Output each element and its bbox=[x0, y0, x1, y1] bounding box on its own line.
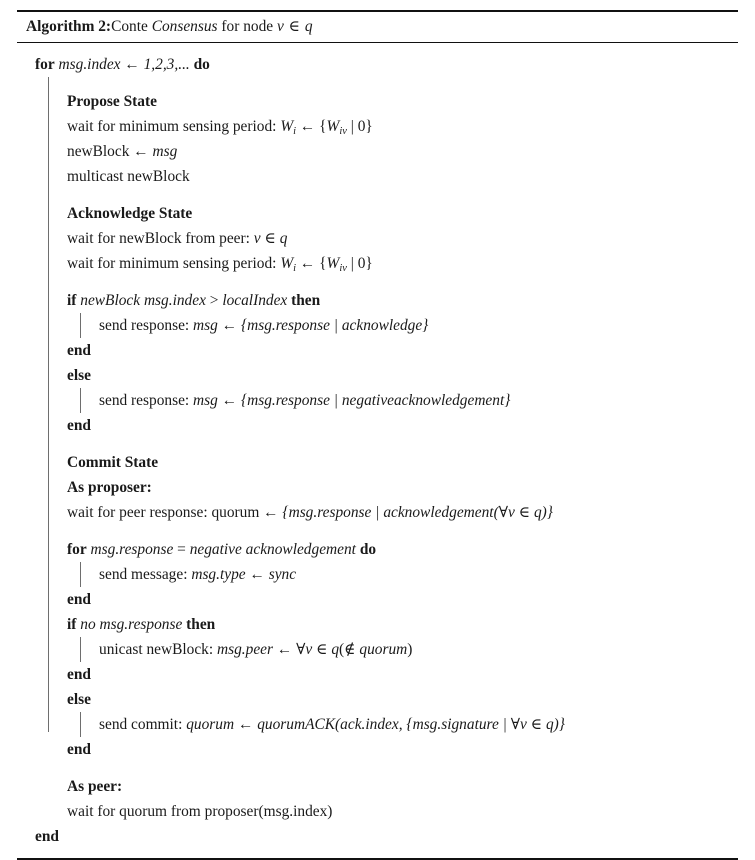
block-guide-rail bbox=[80, 388, 81, 413]
algorithm-block bbox=[17, 10, 738, 860]
code-token: wait for minimum sensing period: bbox=[67, 118, 281, 135]
algorithm-line-commit-send-sync bbox=[17, 562, 738, 587]
code-token: $W_{iv}$ bbox=[326, 118, 347, 137]
code-token: , { bbox=[398, 716, 413, 733]
code-token: msg.index bbox=[58, 56, 121, 73]
code-token: wait for minimum sensing period: bbox=[67, 255, 281, 272]
code-token: > bbox=[205, 292, 223, 309]
code-token: end bbox=[35, 828, 59, 845]
code-token: end bbox=[67, 666, 91, 683]
algorithm-line-commit-end-2 bbox=[17, 662, 738, 687]
code-token: else bbox=[67, 691, 91, 708]
code-token: then bbox=[291, 292, 321, 309]
code-token: unicast newBlock: bbox=[99, 641, 217, 658]
algorithm-line-commit-end-1 bbox=[17, 587, 738, 612]
code-token: quorum bbox=[186, 716, 235, 733]
code-token: | 0} bbox=[346, 118, 373, 135]
code-token: end bbox=[67, 417, 91, 434]
code-token: else bbox=[67, 367, 91, 384]
code-token: wait for quorum from proposer(msg.index) bbox=[67, 803, 333, 820]
code-token: | ∀ bbox=[498, 716, 521, 733]
code-token: if bbox=[67, 616, 77, 633]
code-token: do bbox=[359, 541, 377, 558]
code-token: end bbox=[67, 591, 91, 608]
code-token: q bbox=[545, 716, 554, 733]
code-token: )} bbox=[553, 716, 565, 733]
code-token: msg.type bbox=[191, 566, 246, 583]
code-token: v bbox=[253, 230, 261, 247]
code-token: end bbox=[67, 741, 91, 758]
code-token: end bbox=[67, 342, 91, 359]
algorithm-line-ack-wait-newblock bbox=[17, 226, 738, 251]
code-token: v bbox=[508, 504, 515, 521]
code-token: { bbox=[282, 504, 289, 521]
code-token: Propose State bbox=[67, 93, 157, 110]
code-token: { bbox=[319, 118, 327, 135]
code-token: ← bbox=[296, 118, 320, 135]
algorithm-line-propose-newblock-assign bbox=[17, 139, 738, 164]
code-token: ∀ bbox=[296, 641, 306, 658]
code-token: if bbox=[67, 292, 77, 309]
code-token: { bbox=[240, 392, 248, 409]
algorithm-line-ack-end-1 bbox=[17, 338, 738, 363]
code-token: quorumACK bbox=[257, 716, 336, 733]
code-token: Commit State bbox=[67, 454, 159, 471]
algorithm-line-ack-send-nack bbox=[17, 388, 738, 413]
code-token: | bbox=[329, 317, 342, 334]
code-token: )} bbox=[541, 504, 553, 521]
code-token: q bbox=[279, 230, 288, 247]
code-token: As peer: bbox=[67, 778, 123, 795]
subscript: iv bbox=[339, 262, 347, 274]
block-guide-rail bbox=[80, 712, 81, 737]
code-token: send message: bbox=[99, 566, 192, 583]
code-token: ← bbox=[296, 255, 320, 272]
code-token: send commit: bbox=[99, 716, 187, 733]
code-token: ← bbox=[245, 566, 269, 583]
code-token: msg.response bbox=[90, 541, 174, 558]
code-token: multicast newBlock bbox=[67, 168, 190, 185]
code-token: negativeacknowledgement} bbox=[341, 392, 511, 409]
code-token: | bbox=[371, 504, 384, 521]
code-token: no msg.response bbox=[80, 616, 183, 633]
code-token: for bbox=[35, 56, 55, 73]
algorithm-line-commit-state-header bbox=[17, 450, 738, 475]
algorithm-caption bbox=[17, 12, 738, 42]
algorithm-line-ack-wait-sensing bbox=[17, 251, 738, 276]
algorithm-line-for-outer-end bbox=[17, 824, 738, 849]
code-token: ∈ bbox=[312, 641, 332, 658]
code-token: ← bbox=[263, 504, 283, 521]
code-token: ← bbox=[272, 641, 297, 658]
caption-text-2: for node bbox=[217, 18, 277, 35]
code-token: localIndex bbox=[222, 292, 288, 309]
code-token: sync bbox=[268, 566, 297, 583]
subscript: i bbox=[293, 125, 297, 137]
code-token: = bbox=[173, 541, 190, 558]
code-token: v bbox=[520, 716, 527, 733]
algorithm-line-propose-state-header bbox=[17, 89, 738, 114]
code-token: | 0} bbox=[346, 255, 373, 272]
code-token: send response: bbox=[99, 317, 194, 334]
algorithm-line-propose-wait-sensing bbox=[17, 114, 738, 139]
algorithm-line-commit-end-3 bbox=[17, 737, 738, 762]
code-token: 1,2,3,... bbox=[143, 56, 190, 73]
caption-algorithm-name: Consensus bbox=[151, 18, 218, 35]
code-token: msg.response bbox=[247, 317, 330, 334]
algorithm-line-commit-send-commit bbox=[17, 712, 738, 737]
algorithm-line-ack-send-acknowledge bbox=[17, 313, 738, 338]
caption-var-v: v bbox=[276, 18, 284, 35]
algorithm-line-commit-else bbox=[17, 687, 738, 712]
code-token: ← bbox=[120, 56, 144, 73]
code-token: msg.response bbox=[288, 504, 372, 521]
algorithm-line-ack-if bbox=[17, 288, 738, 313]
code-token: quorum bbox=[359, 641, 408, 658]
algorithm-line-ack-else bbox=[17, 363, 738, 388]
block-guide-rail bbox=[80, 313, 81, 338]
caption-text-1: Conte bbox=[111, 18, 152, 35]
code-token: wait for newBlock from peer: bbox=[67, 230, 254, 247]
code-token: ack.index bbox=[340, 716, 399, 733]
subscript: iv bbox=[339, 125, 347, 137]
code-token: q bbox=[533, 504, 542, 521]
code-token: newBlock bbox=[67, 143, 134, 160]
code-token: Acknowledge State bbox=[67, 205, 193, 222]
algorithm-line-commit-if-no-response bbox=[17, 612, 738, 637]
code-token: msg.response bbox=[247, 392, 330, 409]
algorithm-line-commit-for-nack bbox=[17, 537, 738, 562]
code-token: wait for peer response: quorum bbox=[67, 504, 264, 521]
code-token: newBlock msg.index bbox=[80, 292, 206, 309]
code-token: { bbox=[240, 317, 248, 334]
code-token: ) bbox=[407, 641, 413, 658]
algorithm-body bbox=[17, 43, 738, 858]
code-token: ← bbox=[133, 143, 153, 160]
code-token: ∈ bbox=[526, 716, 546, 733]
code-token: v bbox=[305, 641, 313, 658]
code-token: negative acknowledgement bbox=[189, 541, 356, 558]
algorithm-number-label: Algorithm 2: bbox=[26, 18, 112, 35]
code-token: ← bbox=[217, 317, 241, 334]
code-token: send response: bbox=[99, 392, 194, 409]
code-token: msg bbox=[193, 392, 218, 409]
code-token: | bbox=[329, 392, 342, 409]
algorithm-line-propose-multicast bbox=[17, 164, 738, 189]
code-token: (∀ bbox=[493, 504, 508, 521]
code-token: then bbox=[186, 616, 216, 633]
caption-element-of-icon: ∈ bbox=[288, 18, 301, 35]
caption-var-q: q bbox=[304, 18, 313, 35]
block-guide-rail bbox=[80, 562, 81, 587]
code-token: msg bbox=[193, 317, 218, 334]
algorithm-line-peer-wait-quorum bbox=[17, 799, 738, 824]
code-token: acknowledge} bbox=[341, 317, 429, 334]
code-token: { bbox=[319, 255, 327, 272]
subscript: i bbox=[293, 262, 297, 274]
algorithm-line-commit-wait-peer-response bbox=[17, 500, 738, 525]
algorithm-line-as-peer-header bbox=[17, 774, 738, 799]
code-token: q bbox=[331, 641, 340, 658]
code-token: for bbox=[67, 541, 87, 558]
algorithm-line-ack-end-2 bbox=[17, 413, 738, 438]
algorithm-line-as-proposer-header bbox=[17, 475, 738, 500]
code-token: msg bbox=[152, 143, 178, 160]
code-token: ( bbox=[335, 716, 341, 733]
code-token: ← bbox=[217, 392, 241, 409]
code-token: msg.signature bbox=[412, 716, 499, 733]
algorithm-line-for-outer bbox=[17, 52, 738, 77]
code-token: ∈ bbox=[260, 230, 280, 247]
code-token: ← bbox=[234, 716, 258, 733]
code-token: As proposer: bbox=[67, 479, 152, 496]
code-token: do bbox=[193, 56, 210, 73]
algorithm-body-wrapper bbox=[17, 43, 738, 858]
code-token: (∉ bbox=[339, 641, 360, 658]
code-token: acknowledgement bbox=[383, 504, 494, 521]
block-guide-rail bbox=[80, 637, 81, 662]
code-token: $W_{iv}$ bbox=[326, 255, 347, 274]
code-token: $W_i$ bbox=[280, 255, 297, 274]
algorithm-line-commit-unicast-newblock bbox=[17, 637, 738, 662]
code-token: $W_i$ bbox=[280, 118, 297, 137]
code-token: msg.peer bbox=[216, 641, 273, 658]
code-token: ∈ bbox=[514, 504, 534, 521]
algorithm-line-acknowledge-state-header bbox=[17, 201, 738, 226]
